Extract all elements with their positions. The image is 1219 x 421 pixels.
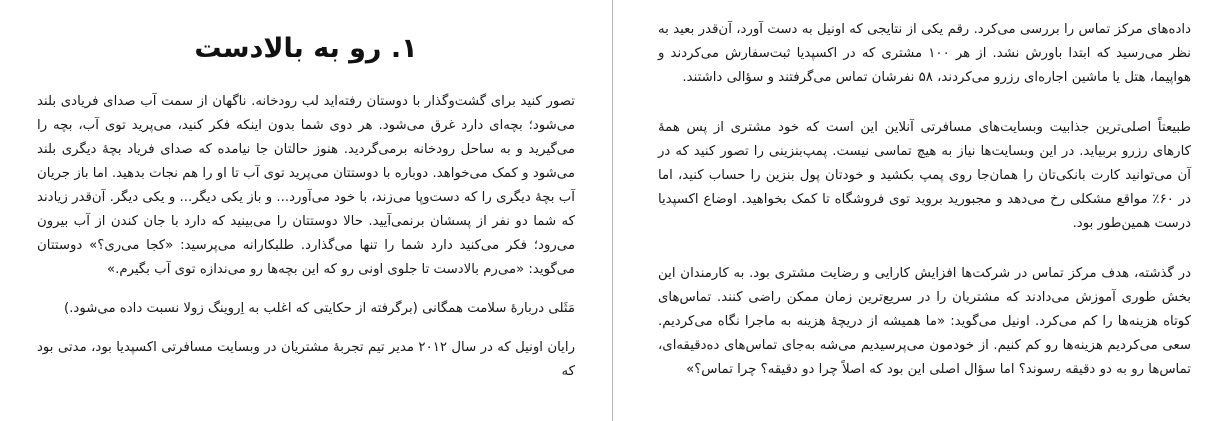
paragraph-spacer <box>658 90 1191 116</box>
body-paragraph: در گذشته، هدف مرکز تماس در شرکت‌ها افزایش کارایی و رضایت مشتری بود. به کارمندان این بخش طوری آموزش می‌دادند که مشتریان را در سریع‌ترین زمان ممکن راضی کنند. تماس‌های کوتاه هزینه‌ها را کم می‌کرد. اونیل می‌گوید: «ما همیشه از دریچهٔ هزینه به ماجرا نگاه می‌کردیم. سعی می‌کردیم هزینه‌ها رو کم کنیم. از خودمون می‌پرسیدیم می‌شه به‌جای تماس‌های ده‌دقیقه‌ای، تماس‌ها رو به دو دقیقه رسوند؟ اما سؤال اصلی این بود که اصلاً چرا دو دقیقه؟ چرا تماس؟» <box>658 266 1191 377</box>
paragraph-spacer <box>658 236 1191 262</box>
body-paragraph: تصور کنید برای گشت‌وگذار با دوستان رفته‌اید لب رودخانه. ناگهان از سمت آب صدای فریادی بلند می‌شود؛ بچه‌ای دارد غرق می‌شود. هر دوی شما بدون اینکه فکر کنید، می‌پرید توی آب، بچه را می‌گیرید و به ساحل رودخانه برمی‌گردید. هنوز حالتان جا نیامده که صدای فریاد بچهٔ دیگری بلند می‌شود و کمک می‌خواهد. دوباره با دوستتان می‌پرید توی آب تا او را هم نجات بدهید. اما باز جریان آب بچهٔ دیگری را که دست‌وپا می‌زند، با خود می‌آورد... و باز یکی دیگر... و یکی دیگر. آن‌قدر زیادند که شما دو نفر از پسشان برنمی‌آیید. حالا دوستتان را می‌بینید که دارد با جان کندن از آب بیرون می‌رود؛ فکر می‌کنید دارد شما را تنها می‌گذارد. طلبکارانه می‌پرسید: «کجا می‌ری؟» دوستتان می‌گوید: «می‌رم بالادست تا جلوی اونی رو که این بچه‌ها رو می‌ندازه توی آب بگیرم.» <box>37 94 575 277</box>
paragraph-spacer <box>37 282 575 297</box>
body-paragraph: طبیعتاً اصلی‌ترین جذابیت وبسایت‌های مسافرتی آنلاین این است که خود مشتری از پس همهٔ کارهای رزرو بربیاید. در این وبسایت‌ها نیاز به هیچ تماسی نیست. پمپ‌بنزینی را تصور کنید که در آن می‌توانید کارت بانکی‌تان را همان‌جا روی پمپ بکشید و خودتان پول بنزین را حساب کنید، اما در ۶۰٪ مواقع مشکلی رخ می‌دهد و مجبورید بروید توی فروشگاه تا کمک بخواهید. اوضاع اکسپدیا درست همین‌طور بود. <box>658 120 1191 231</box>
right-page <box>613 0 1219 421</box>
body-paragraph: داده‌های مرکز تماس را بررسی می‌کرد. رقم یکی از نتایجی که اونیل به دست آورد، آن‌قدر بعید به نظر می‌رسید که ابتدا باورش نشد. از هر ۱۰۰ مشتری که در اکسپدیا ثبت‌سفارش می‌کردند و هواپیما، هتل یا ماشین اجاره‌ای رزرو می‌کردند، ۵۸ نفرشان تماس می‌گرفتند و سؤالی داشتند. <box>658 22 1192 85</box>
epigraph-attribution: مَثَلی دربارهٔ سلامت همگانی (برگرفته از حکایتی که اغلب به اِروینگ زولا نسبت داده می‌شود.) <box>64 301 575 316</box>
body-paragraph: رایان اونیل که در سال ۲۰۱۲ مدیر تیم تجربهٔ مشتریان در وبسایت مسافرتی اکسپدیا بود، مدتی بود که <box>37 340 575 379</box>
chapter-title: ۱. رو به بالادست <box>194 33 418 64</box>
paragraph-spacer <box>37 321 575 336</box>
